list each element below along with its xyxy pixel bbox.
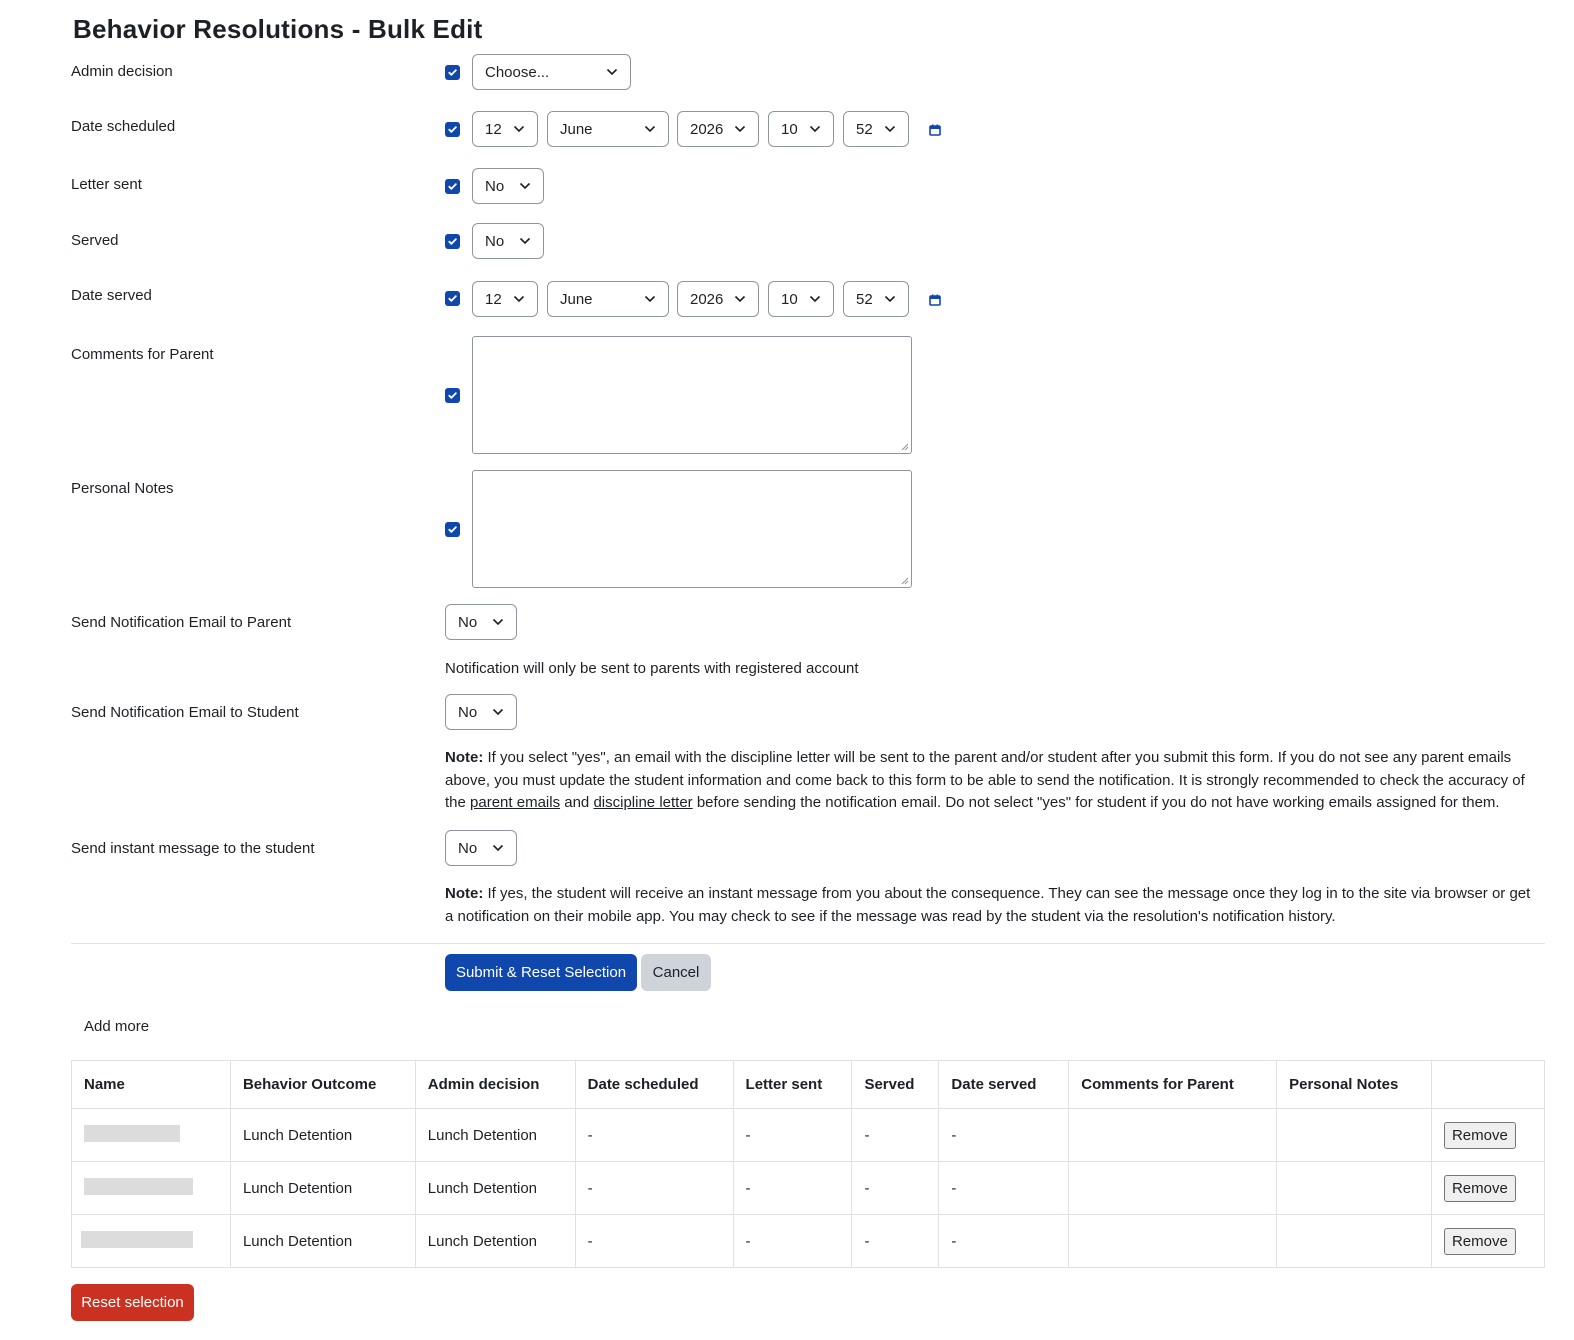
date-scheduled-cell: - bbox=[575, 1162, 733, 1215]
admin-decision-checkbox[interactable] bbox=[445, 65, 460, 80]
note-text: If you select "yes", an email with the discipline letter will be sent to the parent and/or student after you submit this form. If you do not see any parent emails above, you must update the student information and come back to this form to be able to send the notification. It is strongly recommended to check the accuracy of the bbox=[445, 749, 1525, 811]
email-student-select[interactable]: No bbox=[445, 694, 517, 730]
comments-for-parent-checkbox[interactable] bbox=[445, 388, 460, 403]
column-header-date-scheduled: Date scheduled bbox=[575, 1061, 733, 1109]
table-row bbox=[72, 1109, 1545, 1162]
action-cell bbox=[1431, 1109, 1544, 1162]
action-cell bbox=[1431, 1215, 1544, 1268]
submit-reset-button[interactable]: Submit & Reset Selection bbox=[445, 954, 637, 991]
instant-message-select[interactable]: No bbox=[445, 830, 517, 866]
admin-decision-cell: Lunch Detention bbox=[415, 1109, 575, 1162]
letter-sent-checkbox[interactable] bbox=[445, 179, 460, 194]
date-scheduled-minute-select[interactable]: 52 bbox=[843, 111, 909, 147]
admin-decision-select[interactable]: Choose... bbox=[472, 54, 631, 90]
letter-sent-cell: - bbox=[733, 1109, 852, 1162]
letter-sent-cell: - bbox=[733, 1215, 852, 1268]
note-text: If yes, the student will receive an instant message from you about the consequence. They can see the message once they log in to the site via browser or get a notification on their mobile app. You may check to see if the message was read by the student via the resolution's notification history. bbox=[445, 885, 1531, 925]
served-cell: - bbox=[852, 1109, 939, 1162]
note-label: Note: bbox=[445, 885, 484, 902]
personal-notes-label: Personal Notes bbox=[71, 480, 174, 497]
chevron-down-icon bbox=[644, 295, 656, 303]
served-cell: - bbox=[852, 1162, 939, 1215]
letter-sent-select[interactable]: No bbox=[472, 168, 544, 204]
comments-for-parent-label: Comments for Parent bbox=[71, 346, 214, 363]
letter-sent-label: Letter sent bbox=[71, 176, 142, 193]
date-served-hour-select[interactable]: 10 bbox=[768, 281, 834, 317]
calendar-icon[interactable] bbox=[929, 124, 941, 136]
chevron-down-icon bbox=[513, 295, 525, 303]
served-checkbox[interactable] bbox=[445, 234, 460, 249]
chevron-down-icon bbox=[734, 295, 746, 303]
date-served-day-select[interactable]: 12 bbox=[472, 281, 538, 317]
parent-emails-link[interactable]: parent emails bbox=[470, 794, 561, 811]
date-scheduled-cell: - bbox=[575, 1215, 733, 1268]
chevron-down-icon bbox=[884, 295, 896, 303]
admin-decision-cell: Lunch Detention bbox=[415, 1215, 575, 1268]
comments-cell bbox=[1069, 1162, 1277, 1215]
note-text: before sending the notification email. Do not select "yes" for student if you do not have working emails assigned for them. bbox=[692, 794, 1500, 811]
chevron-down-icon bbox=[519, 182, 531, 190]
remove-button[interactable]: Remove bbox=[1444, 1228, 1516, 1255]
column-header-served: Served bbox=[852, 1061, 939, 1109]
chevron-down-icon bbox=[606, 68, 618, 76]
email-student-note bbox=[445, 747, 1540, 815]
date-served-cell: - bbox=[939, 1162, 1069, 1215]
date-scheduled-checkbox[interactable] bbox=[445, 122, 460, 137]
letter-sent-cell: - bbox=[733, 1162, 852, 1215]
chevron-down-icon bbox=[884, 125, 896, 133]
column-header-actions bbox=[1431, 1061, 1544, 1109]
column-header-comments-for-parent: Comments for Parent bbox=[1069, 1061, 1277, 1109]
instant-message-label: Send instant message to the student bbox=[71, 840, 315, 857]
date-scheduled-label: Date scheduled bbox=[71, 118, 176, 135]
chevron-down-icon bbox=[492, 618, 504, 626]
email-parent-label: Send Notification Email to Parent bbox=[71, 614, 292, 631]
served-select[interactable]: No bbox=[472, 223, 544, 259]
remove-button[interactable]: Remove bbox=[1444, 1122, 1516, 1149]
table-row bbox=[72, 1215, 1545, 1268]
chevron-down-icon bbox=[492, 844, 504, 852]
date-scheduled-month-select[interactable]: June bbox=[547, 111, 669, 147]
reset-selection-button[interactable]: Reset selection bbox=[71, 1284, 194, 1321]
behavior-outcome-cell: Lunch Detention bbox=[230, 1162, 415, 1215]
student-name-cell bbox=[72, 1109, 231, 1162]
check-icon bbox=[447, 67, 458, 78]
admin-decision-label: Admin decision bbox=[71, 63, 173, 80]
date-served-month-select[interactable]: June bbox=[547, 281, 669, 317]
discipline-letter-link[interactable]: discipline letter bbox=[593, 794, 693, 811]
date-scheduled-hour-select[interactable]: 10 bbox=[768, 111, 834, 147]
calendar-icon[interactable] bbox=[929, 294, 941, 306]
remove-button[interactable]: Remove bbox=[1444, 1175, 1516, 1202]
redacted-name bbox=[84, 1178, 193, 1195]
chevron-down-icon bbox=[644, 125, 656, 133]
student-name-cell bbox=[72, 1162, 231, 1215]
chevron-down-icon bbox=[809, 295, 821, 303]
divider bbox=[71, 943, 1545, 944]
resize-grip-icon[interactable] bbox=[901, 443, 909, 451]
email-student-label: Send Notification Email to Student bbox=[71, 704, 299, 721]
column-header-personal-notes: Personal Notes bbox=[1277, 1061, 1432, 1109]
comments-cell bbox=[1069, 1215, 1277, 1268]
redacted-name bbox=[81, 1231, 193, 1248]
date-served-cell: - bbox=[939, 1109, 1069, 1162]
resize-grip-icon[interactable] bbox=[901, 577, 909, 585]
notes-cell bbox=[1277, 1215, 1432, 1268]
check-icon bbox=[447, 390, 458, 401]
note-label: Note: bbox=[445, 749, 484, 766]
email-parent-select[interactable]: No bbox=[445, 604, 517, 640]
page-title: Behavior Resolutions - Bulk Edit bbox=[73, 14, 483, 44]
column-header-date-served: Date served bbox=[939, 1061, 1069, 1109]
served-cell: - bbox=[852, 1215, 939, 1268]
check-icon bbox=[447, 124, 458, 135]
action-cell bbox=[1431, 1162, 1544, 1215]
chevron-down-icon bbox=[492, 708, 504, 716]
behavior-outcome-cell: Lunch Detention bbox=[230, 1215, 415, 1268]
cancel-button[interactable]: Cancel bbox=[641, 954, 711, 991]
date-scheduled-cell: - bbox=[575, 1109, 733, 1162]
check-icon bbox=[447, 181, 458, 192]
email-parent-help-text: Notification will only be sent to parents with registered account bbox=[445, 660, 859, 677]
date-served-minute-select[interactable]: 52 bbox=[843, 281, 909, 317]
chevron-down-icon bbox=[734, 125, 746, 133]
served-label: Served bbox=[71, 232, 119, 249]
admin-decision-cell: Lunch Detention bbox=[415, 1162, 575, 1215]
notes-cell bbox=[1277, 1109, 1432, 1162]
column-header-admin-decision: Admin decision bbox=[415, 1061, 575, 1109]
add-more-heading: Add more bbox=[84, 1018, 150, 1035]
comments-cell bbox=[1069, 1109, 1277, 1162]
student-name-cell bbox=[72, 1215, 231, 1268]
redacted-name bbox=[84, 1125, 180, 1142]
check-icon bbox=[447, 293, 458, 304]
check-icon bbox=[447, 236, 458, 247]
date-scheduled-year-select[interactable]: 2026 bbox=[677, 111, 759, 147]
chevron-down-icon bbox=[519, 237, 531, 245]
check-icon bbox=[447, 524, 458, 535]
chevron-down-icon bbox=[513, 125, 525, 133]
date-served-cell: - bbox=[939, 1215, 1069, 1268]
date-served-label: Date served bbox=[71, 287, 152, 304]
chevron-down-icon bbox=[809, 125, 821, 133]
selection-table bbox=[71, 1060, 1545, 1268]
behavior-outcome-cell: Lunch Detention bbox=[230, 1109, 415, 1162]
date-scheduled-day-select[interactable]: 12 bbox=[472, 111, 538, 147]
column-header-letter-sent: Letter sent bbox=[733, 1061, 852, 1109]
date-served-year-select[interactable]: 2026 bbox=[677, 281, 759, 317]
personal-notes-checkbox[interactable] bbox=[445, 522, 460, 537]
instant-message-note bbox=[445, 883, 1540, 928]
date-served-checkbox[interactable] bbox=[445, 291, 460, 306]
table-row bbox=[72, 1162, 1545, 1215]
personal-notes-textarea[interactable] bbox=[472, 470, 912, 588]
column-header-behavior-outcome: Behavior Outcome bbox=[230, 1061, 415, 1109]
notes-cell bbox=[1277, 1162, 1432, 1215]
note-text: and bbox=[560, 794, 594, 811]
column-header-name: Name bbox=[72, 1061, 231, 1109]
table-header-row bbox=[72, 1061, 1545, 1109]
comments-for-parent-textarea[interactable] bbox=[472, 336, 912, 454]
